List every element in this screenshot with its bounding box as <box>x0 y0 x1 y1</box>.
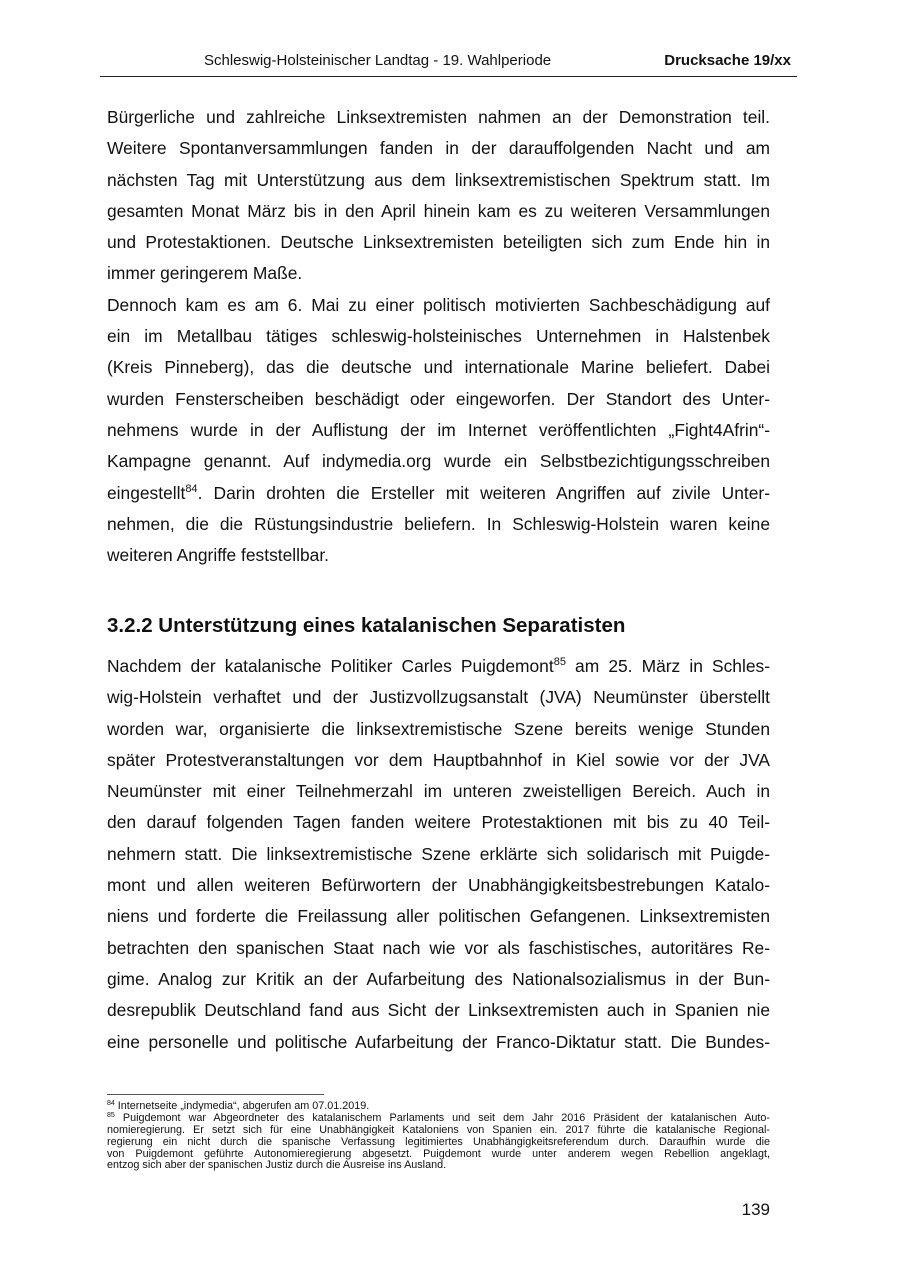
text-line: weiteren Angriffe feststellbar. <box>107 545 330 566</box>
paragraph-3-line-with-footnote <box>107 651 770 682</box>
footnote-number: 84 <box>107 1100 115 1107</box>
text-line: Neumünster mit einer Teilnehmerzahl im unteren zweistelligen Bereich. Auch in <box>107 781 770 802</box>
text-line: den darauf folgenden Tagen fanden weitere Protestaktionen mit bis zu 40 Teil- <box>107 812 770 833</box>
footnote-text: Puigdemont war Abgeordneter des katalanischem Parlaments und seit dem Jahr 2016 Präsident der katalanischen Auto- <box>122 1111 770 1124</box>
text-line: Dennoch kam es am 6. Mai zu einer politisch motivierten Sachbeschädigung auf <box>107 294 770 315</box>
text-line: eine personelle und politische Aufarbeitung der Franco-Diktatur statt. Die Bundes- <box>107 1031 770 1052</box>
text-line: desrepublik Deutschland fand aus Sicht der Linksextremisten auch in Spanien nie <box>107 1000 770 1021</box>
footnote-text: von Puigdemont geführte Autonomieregierung abgesetzt. Puigdemont wurde unter anderem wegen Rebellion angeklagt, <box>107 1147 770 1160</box>
footnote-text: nomieregierung. Er setzt sich für eine Unabhängigkeit Kataloniens von Spanien ein. 2017 führte die katalanische Regional- <box>107 1123 770 1136</box>
footnote-text: entzog sich aber der spanischen Justiz durch die Ausreise ins Ausland. <box>107 1159 447 1172</box>
text-line: Weitere Spontanversammlungen fanden in der darauffolgenden Nacht und am <box>107 138 770 159</box>
footnote-number: 85 <box>107 1111 115 1119</box>
text-line: niens und forderte die Freilassung aller politischen Gefangenen. Linksextremisten <box>107 906 770 927</box>
text-line: nehmen, die die Rüstungsindustrie beliefern. In Schleswig-Holstein waren keine <box>107 513 770 534</box>
text-line: wurden Fensterscheiben beschädigt oder eingeworfen. Der Standort des Unter- <box>107 388 770 409</box>
text: . Darin drohten die Ersteller mit weiteren Angriffen auf zivile Unter- <box>197 482 770 503</box>
footnotes <box>107 1101 770 1172</box>
paragraph-2 <box>107 290 770 478</box>
text-line: mont und allen weiteren Befürwortern der Unabhängigkeitsbestrebungen Katalo- <box>107 875 770 896</box>
footnote-ref-84[interactable]: 84 <box>185 482 198 495</box>
footnote-text: Internetseite „indymedia“, abgerufen am 07.01.2019. <box>117 1100 370 1112</box>
text: am 25. März in Schles- <box>565 656 770 676</box>
text-line: Kampagne genannt. Auf indymedia.org wurde ein Selbstbezichtigungsschreiben <box>107 451 770 472</box>
paragraph-2-rest <box>107 509 770 572</box>
header-document-number: Drucksache 19/xx <box>664 52 791 69</box>
footnote-text: regierung ein nicht durch die spanische Verfassung legitimiertes Unabhängigkeitsreferendum durch. Daraufhin wurde die <box>107 1135 770 1148</box>
text-line: und Protestaktionen. Deutsche Linksextremisten beteiligten sich zum Ende hin in <box>107 232 770 253</box>
paragraph-2-line-with-footnote <box>107 478 770 509</box>
page-number: 139 <box>741 1200 770 1219</box>
text: Nachdem der katalanische Politiker Carles Puigdemont <box>107 656 554 676</box>
text-line: betrachten den spanischen Staat nach wie vor als faschistisches, autoritäres Re- <box>107 937 770 958</box>
footnote-ref-85[interactable]: 85 <box>553 656 566 668</box>
footnote-line <box>107 1160 770 1172</box>
text-line: nächsten Tag mit Unterstützung aus dem linksextremistischen Spektrum statt. Im <box>107 169 770 190</box>
text-line: später Protestveranstaltungen vor dem Hauptbahnhof in Kiel sowie vor der JVA <box>107 749 770 770</box>
page-header <box>100 52 797 77</box>
text-line: wig-Holstein verhaftet und der Justizvollzugsanstalt (JVA) Neumünster überstellt <box>107 687 770 708</box>
section-heading: 3.2.2 Unterstützung eines katalanischen Separatisten <box>107 614 626 637</box>
text: eingestellt <box>107 482 186 503</box>
text-line: worden war, organisierte die linksextremistische Szene bereits wenige Stunden <box>107 718 770 739</box>
footnote-separator <box>107 1094 324 1095</box>
paragraph-3 <box>107 682 770 1058</box>
header-title: Schleswig-Holsteinischer Landtag - 19. Wahlperiode <box>204 52 552 69</box>
paragraph-1 <box>107 102 770 290</box>
text-line: nehmern statt. Die linksextremistische Szene erklärte sich solidarisch mit Puigde- <box>107 843 770 864</box>
body-text-section <box>107 651 770 1058</box>
text-line: Bürgerliche und zahlreiche Linksextremisten nahmen an der Demonstration teil. <box>107 107 770 127</box>
text-line: (Kreis Pinneberg), das die deutsche und internationale Marine beliefert. Dabei <box>107 357 770 378</box>
text-line: nehmens wurde in der Auflistung der im Internet veröffentlichten „Fight4Afrin“- <box>107 419 770 440</box>
text-line: immer geringerem Maße. <box>107 263 303 284</box>
text-line: gesamten Monat März bis in den April hinein kam es zu weiteren Versammlungen <box>107 200 770 221</box>
text-line: gime. Analog zur Kritik an der Aufarbeitung des Nationalsozialismus in der Bun- <box>107 968 770 989</box>
text-line: ein im Metallbau tätiges schleswig-holsteinisches Unternehmen in Halstenbek <box>107 326 770 347</box>
body-text <box>107 102 770 571</box>
